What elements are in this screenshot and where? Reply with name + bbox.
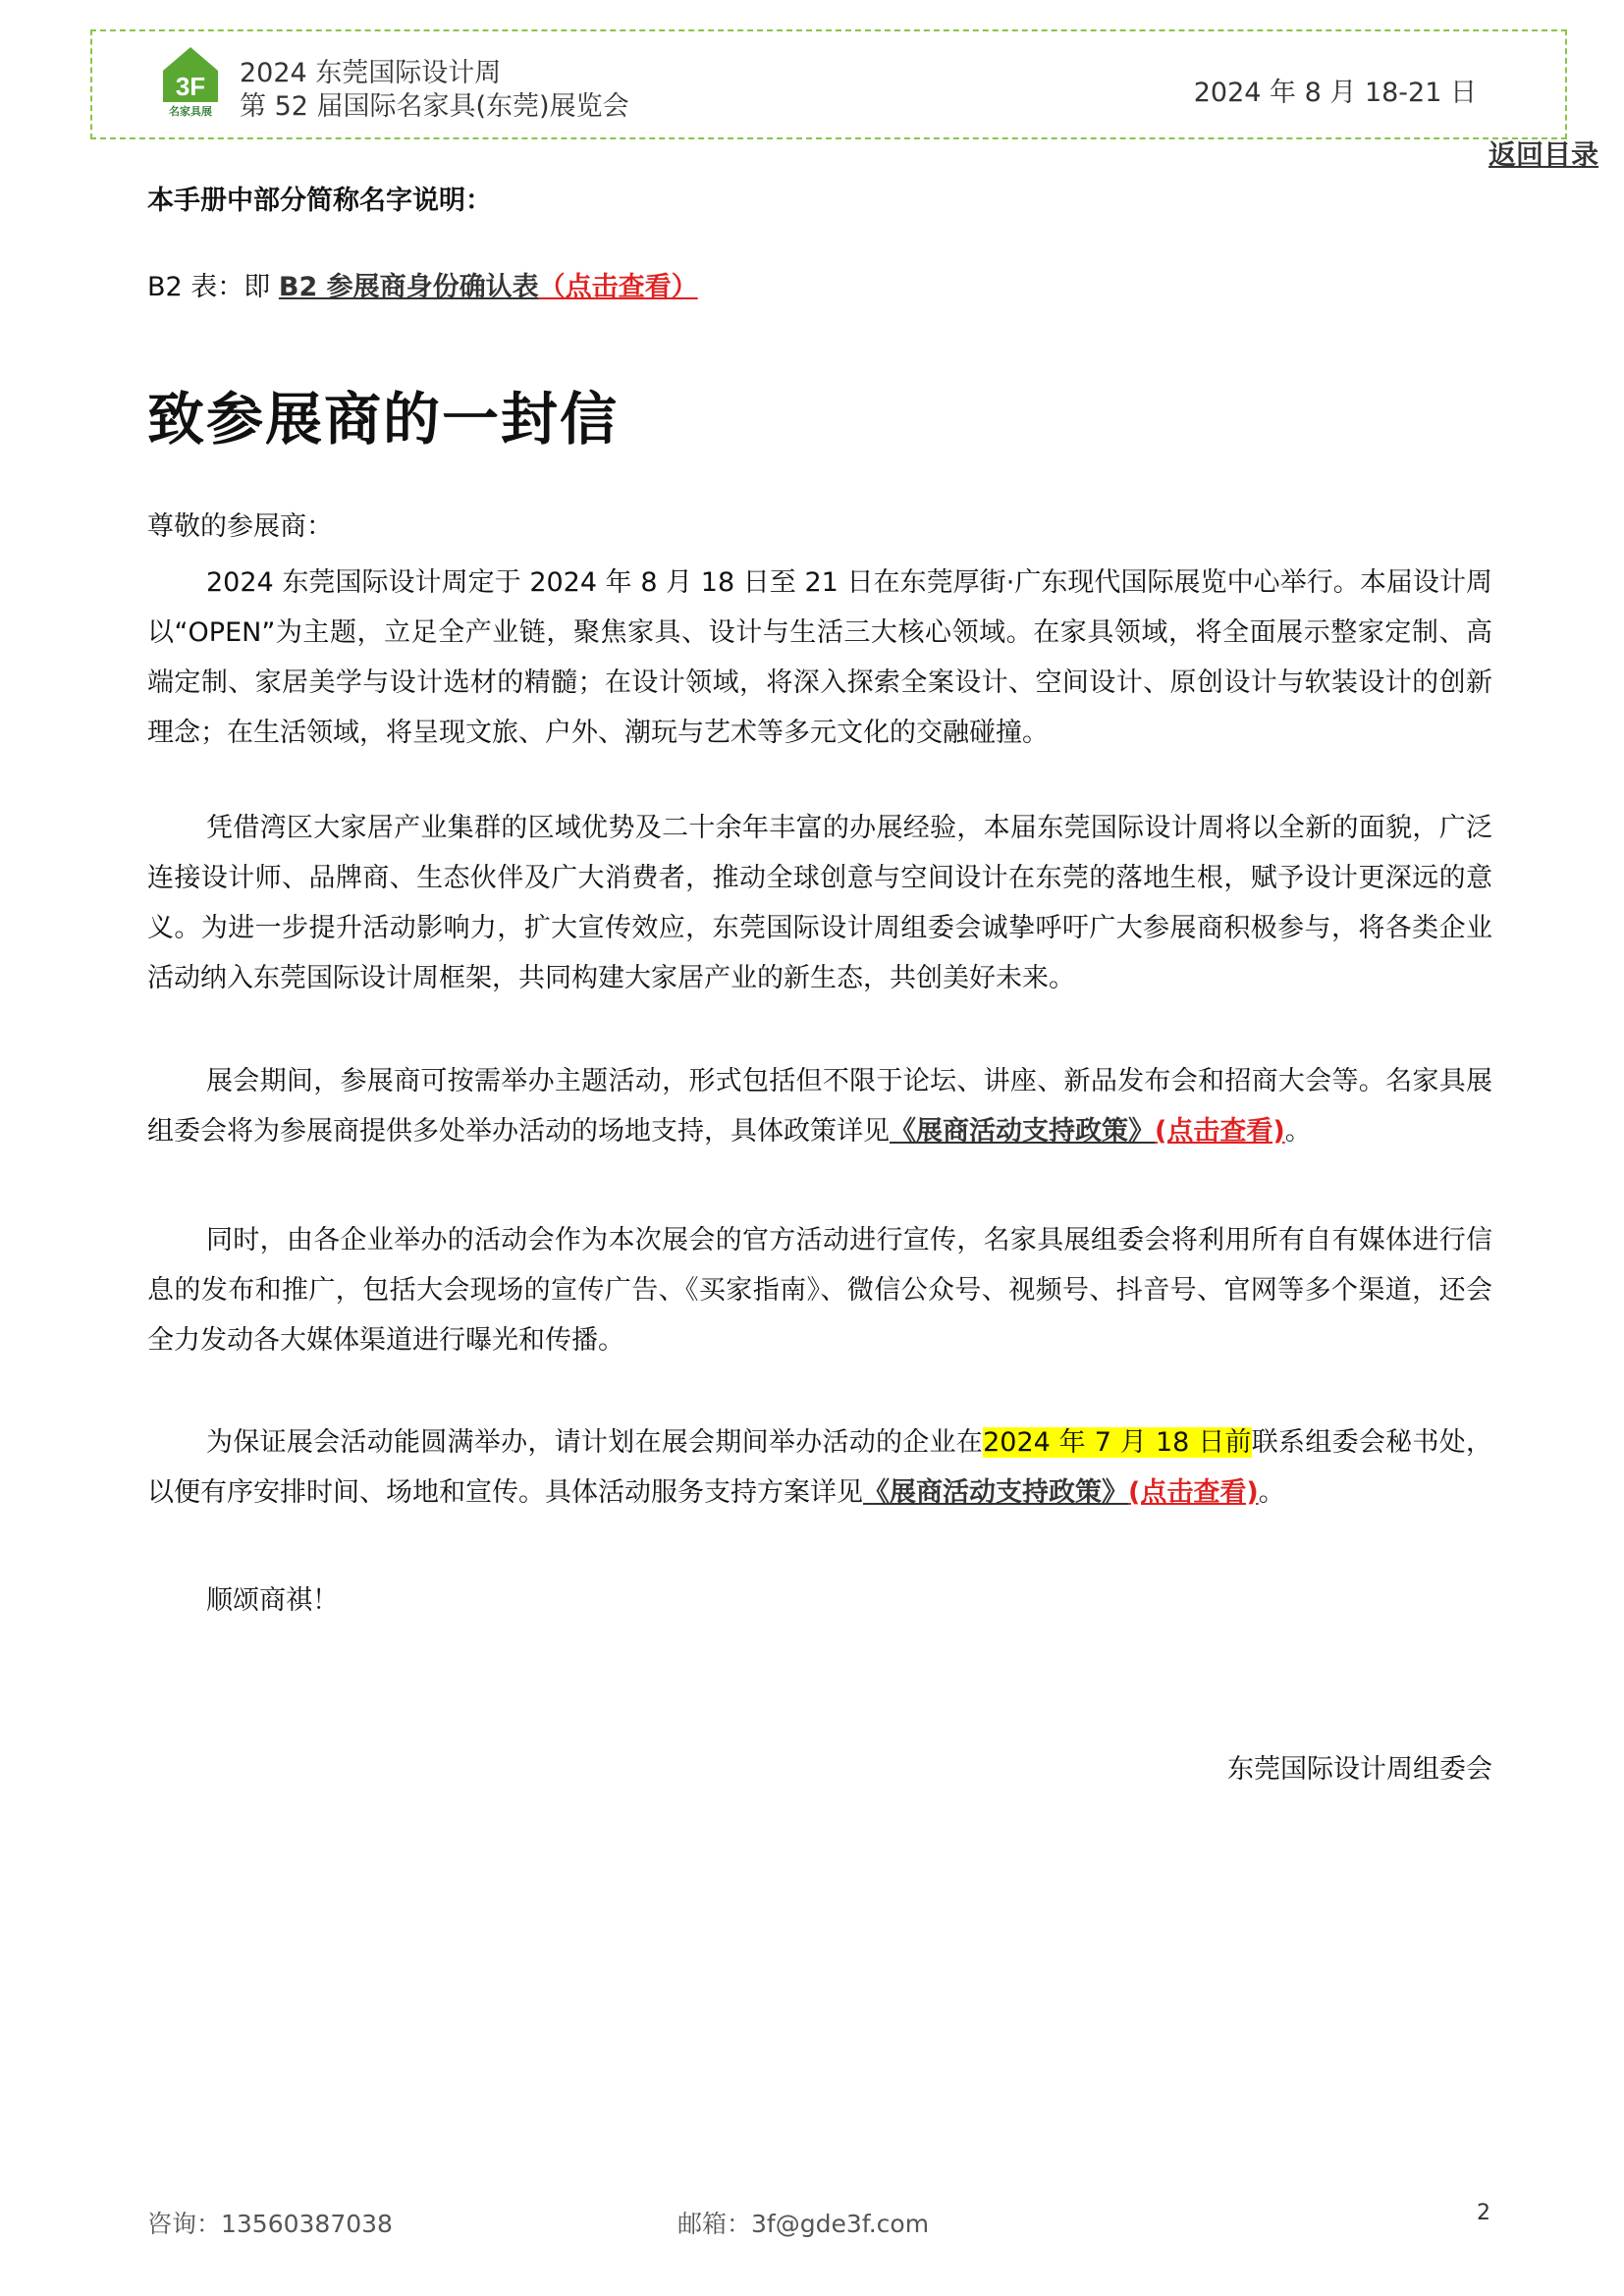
letter-paragraph-5 <box>147 1417 1492 1518</box>
b2-view-link[interactable]: （点击查看） <box>538 272 698 302</box>
p5-mid: 联系组委会秘书处，以便有序安排时间、场地和宣传。具体活动服务支持方案详见 <box>147 1427 1492 1508</box>
header-title-line2: 第 52 届国际名家具(东莞)展览会 <box>240 91 629 122</box>
letter-paragraph-2: 凭借湾区大家居产业集群的区域优势及二十余年丰富的办展经验，本届东莞国际设计周将以全新的面貌，广泛连接设计师、品牌商、生态伙伴及广大消费者，推动全球创意与空间设计在东莞的落地生根，赋予设计更深远的意义。为进一步提升活动影响力，扩大宣传效应，东莞国际设计周组委会诚挚呼吁广大参展商积极参与，将各类企业活动纳入东莞国际设计周框架，共同构建大家居产业的新生态，共创美好未来。 <box>147 813 1492 993</box>
header-title-line1: 2024 东莞国际设计周 <box>240 58 502 88</box>
policy-view-link-1[interactable]: (点击查看) <box>1155 1116 1285 1147</box>
letter-paragraph-4: 同时，由各企业举办的活动会作为本次展会的官方活动进行宣传，名家具展组委会将利用所有自有媒体进行信息的发布和推广，包括大会现场的宣传广告、《买家指南》、微信公众号、视频号、抖音号、官网等多个渠道，还会全力发动各大媒体渠道进行曝光和传播。 <box>147 1225 1492 1356</box>
p3-end: 。 <box>1284 1116 1312 1147</box>
letter-title: 致参展商的一封信 <box>147 386 620 453</box>
letter-signature: 东莞国际设计周组委会 <box>1227 1754 1492 1785</box>
policy-link-2[interactable]: 《展商活动支持政策》 <box>863 1477 1128 1508</box>
footer-phone: 咨询：13560387038 <box>147 2210 393 2238</box>
page-number: 2 <box>1477 2201 1490 2225</box>
svg-text:3F: 3F <box>175 72 206 101</box>
abbreviations-title: 本手册中部分简称名字说明： <box>147 186 492 216</box>
p5-start: 为保证展会活动能圆满举办，请计划在展会期间举办活动的企业在 <box>206 1427 984 1458</box>
header-date: 2024 年 8 月 18-21 日 <box>1193 78 1477 108</box>
svg-text:名家具展: 名家具展 <box>169 105 212 118</box>
policy-view-link-2[interactable]: (点击查看) <box>1128 1477 1259 1508</box>
footer-email: 邮箱：3f@gde3f.com <box>677 2210 930 2238</box>
page-header <box>90 29 1567 139</box>
letter-salutation: 尊敬的参展商： <box>147 511 333 542</box>
logo-3f-icon <box>159 41 222 122</box>
b2-form-link[interactable]: B2 参展商身份确认表 <box>278 272 539 302</box>
p3-text: 展会期间，参展商可按需举办主题活动，形式包括但不限于论坛、讲座、新品发布会和招商大会等。名家具展组委会将为参展商提供多处举办活动的场地支持，具体政策详见 <box>147 1066 1492 1147</box>
letter-closing: 顺颂商祺！ <box>206 1585 339 1616</box>
letter-paragraph-3 <box>147 1056 1492 1156</box>
b2-definition-line <box>147 265 698 303</box>
policy-link-1[interactable]: 《展商活动支持政策》 <box>890 1116 1155 1147</box>
b2-prefix: B2 表：即 <box>147 272 279 302</box>
letter-paragraph-1: 2024 东莞国际设计周定于 2024 年 8 月 18 日至 21 日在东莞厚街·广东现代国际展览中心举行。本届设计周以“OPEN”为主题，立足全产业链，聚焦家具、设计与生活三大核心领域。在家具领域，将全面展示整家定制、高端定制、家居美学与设计选材的精髓；在设计领域，将深入探索全案设计、空间设计、原创设计与软装设计的创新理念；在生活领域，将呈现文旅、户外、潮玩与艺术等多元文化的交融碰撞。 <box>147 567 1492 748</box>
back-to-contents-link[interactable]: 返回目录 <box>1489 138 1599 171</box>
deadline-highlight: 2024 年 7 月 18 日前 <box>983 1427 1252 1458</box>
p5-end: 。 <box>1258 1477 1285 1508</box>
